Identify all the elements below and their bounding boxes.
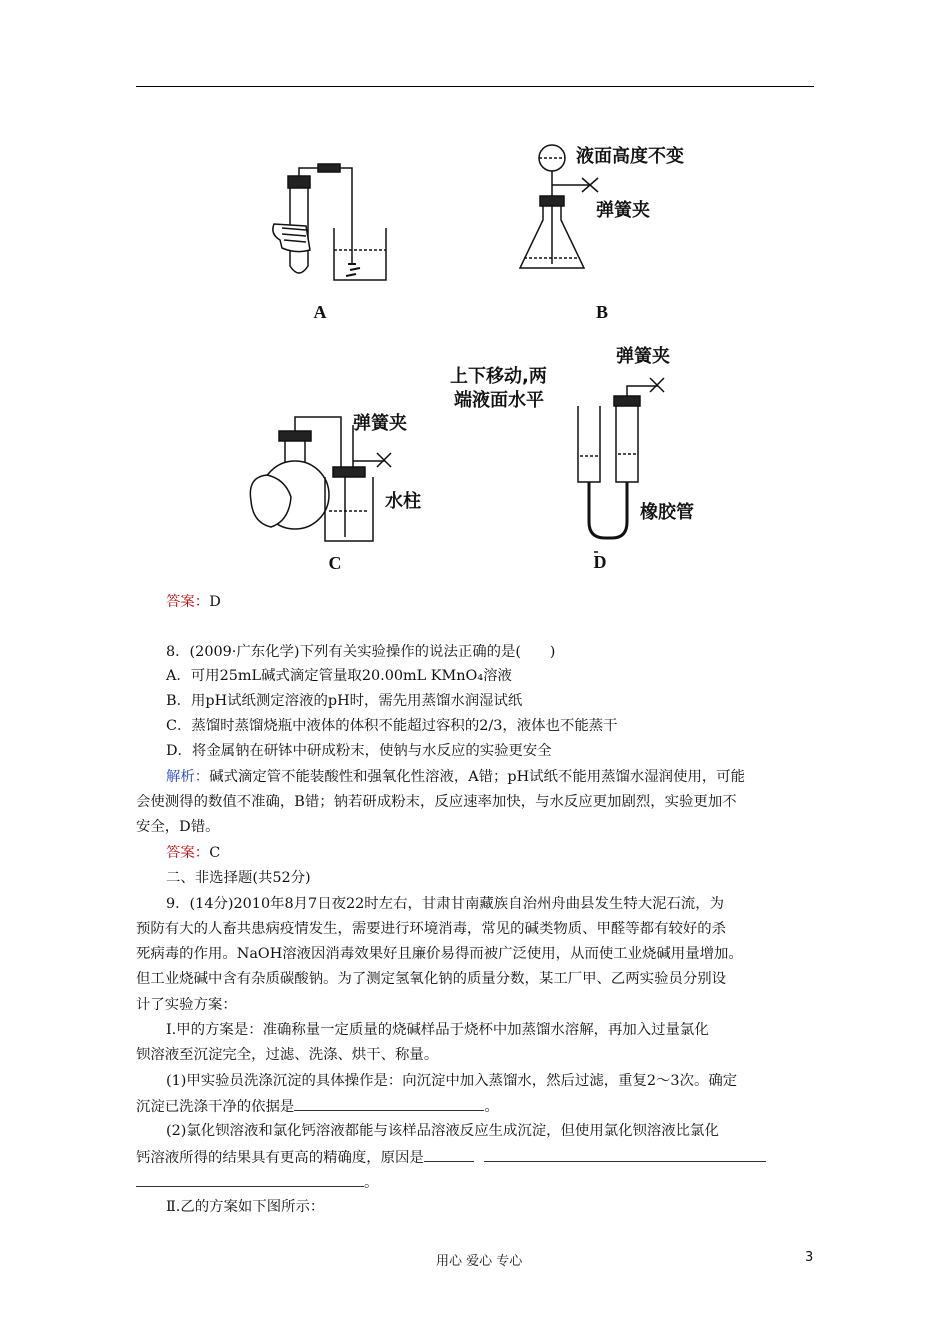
q9-plan-1-line-1: Ⅰ.甲的方案是：准确称量一定质量的烧碱样品于烧杯中加蒸馏水溶解，再加入过量氯化 [166, 1022, 709, 1038]
q9-sub-2-answer-blank-b[interactable] [484, 1147, 766, 1162]
q9-sub-2-line-1: (2)氯化钡溶液和氯化钙溶液都能与该样品溶液反应生成沉淀，但使用氯化钡溶液比氯化 [166, 1123, 719, 1139]
q7-answer [166, 592, 846, 612]
figure-a [260, 168, 390, 328]
header-rule [136, 86, 814, 87]
q9-sub-2-answer-blank-a[interactable] [424, 1147, 474, 1162]
q8-option-d: D．将金属钠在研钵中研成粉末，使钠与水反应的实验更安全 [166, 743, 552, 759]
q8-answer-value: C [209, 845, 221, 861]
figure-b-callout-level: 液面高度不变 [576, 146, 684, 167]
q9-sub-2-end: 。 [364, 1175, 379, 1191]
section-2-title: 二、非选择题(共52分) [166, 870, 311, 886]
q8-analysis-text-1: 碱式滴定管不能装酸性和强氧化性溶液，A错；pH试纸不能用蒸馏水湿润使用，可能 [209, 769, 746, 785]
footer-slogan: 用心 爱心 专心 [436, 1254, 523, 1269]
figure-c-label: C [328, 553, 342, 573]
q9-sub-2-answer-blank-c[interactable] [136, 1172, 364, 1187]
q9-plan-2: Ⅱ.乙的方案如下图所示： [166, 1199, 325, 1215]
q7-answer-value: D [209, 594, 221, 610]
figure-c-callout-clip: 弹簧夹 [353, 413, 407, 434]
q9-line-4: 但工业烧碱中含有杂质碳酸钠。为了测定氢氧化钠的质量分数，某工厂甲、乙两实验员分别设 [136, 971, 727, 987]
q8-analysis-label: 解析： [166, 769, 210, 785]
q8-stem: 8．(2009·广东化学)下列有关实验操作的说法正确的是( ) [166, 644, 556, 660]
figure-d-callout-clip: 弹簧夹 [616, 346, 670, 367]
q9-line-1: 9．(14分)2010年8月7日夜22时左右，甘肃甘南藏族自治州舟曲县发生特大泥石流，为 [166, 896, 725, 912]
figure-b-label: B [595, 302, 609, 322]
q9-line-3: 死病毒的作用。NaOH溶液因消毒效果好且廉价易得而被广泛使用，从而使工业烧碱用量增加。 [136, 946, 743, 962]
page-number: 3 [805, 1250, 814, 1265]
figure-d-label: D [593, 552, 607, 572]
figure-a-label: A [313, 302, 327, 322]
figure-d-callout-move-1: 上下移动,两 [450, 366, 547, 387]
q9-line-5: 计了实验方案： [136, 997, 237, 1013]
q8-option-b: B．用pH试纸测定溶液的pH时，需先用蒸馏水润湿试纸 [166, 693, 523, 709]
q8-analysis-line-1 [166, 767, 846, 787]
q9-sub-2-prompt: 钙溶液所得的结果具有更高的精确度，原因是 [136, 1150, 424, 1166]
figure-d [450, 342, 720, 574]
figure-c [245, 405, 445, 575]
q8-analysis-line-2: 会使测得的数值不准确，B错；钠若研成粉末，反应速率加快，与水反应更加剧烈，实验更加不 [136, 794, 737, 810]
figure-d-callout-tube: 橡胶管 [640, 502, 694, 523]
q8-option-c: C．蒸馏时蒸馏烧瓶中液体的体积不能超过容积的2/3，液体也不能蒸干 [166, 718, 618, 734]
q8-answer [166, 843, 846, 863]
q8-answer-label: 答案： [166, 845, 210, 861]
figure-b-callout-clip: 弹簧夹 [596, 200, 650, 221]
q9-sub-1-line-2 [136, 1096, 816, 1117]
q9-sub-2-line-2 [136, 1147, 816, 1168]
q9-sub-2-line-3 [136, 1172, 816, 1193]
q9-sub-1-line-1: (1)甲实验员洗涤沉淀的具体操作是：向沉淀中加入蒸馏水，然后过滤，重复2～3次。确定 [166, 1073, 738, 1089]
figure-c-callout-water: 水柱 [385, 491, 421, 512]
figure-d-callout-move-2: 端液面水平 [454, 390, 544, 411]
q7-answer-label: 答案： [166, 594, 210, 610]
figure-b [510, 140, 730, 330]
q9-line-2: 预防有大的人畜共患病疫情发生，需要进行环境消毒，常见的碱类物质、甲醛等都有较好的杀 [136, 921, 727, 937]
q8-analysis-line-3: 安全，D错。 [136, 819, 220, 835]
q9-sub-1-answer-blank[interactable] [294, 1096, 484, 1111]
q8-option-a: A．可用25mL碱式滴定管量取20.00mL KMnO₄溶液 [166, 668, 512, 684]
q9-plan-1-line-2: 钡溶液至沉淀完全，过滤、洗涤、烘干、称量。 [136, 1047, 439, 1063]
q9-sub-1-end: 。 [484, 1099, 499, 1115]
q9-sub-1-prompt: 沉淀已洗涤干净的依据是 [136, 1099, 295, 1115]
